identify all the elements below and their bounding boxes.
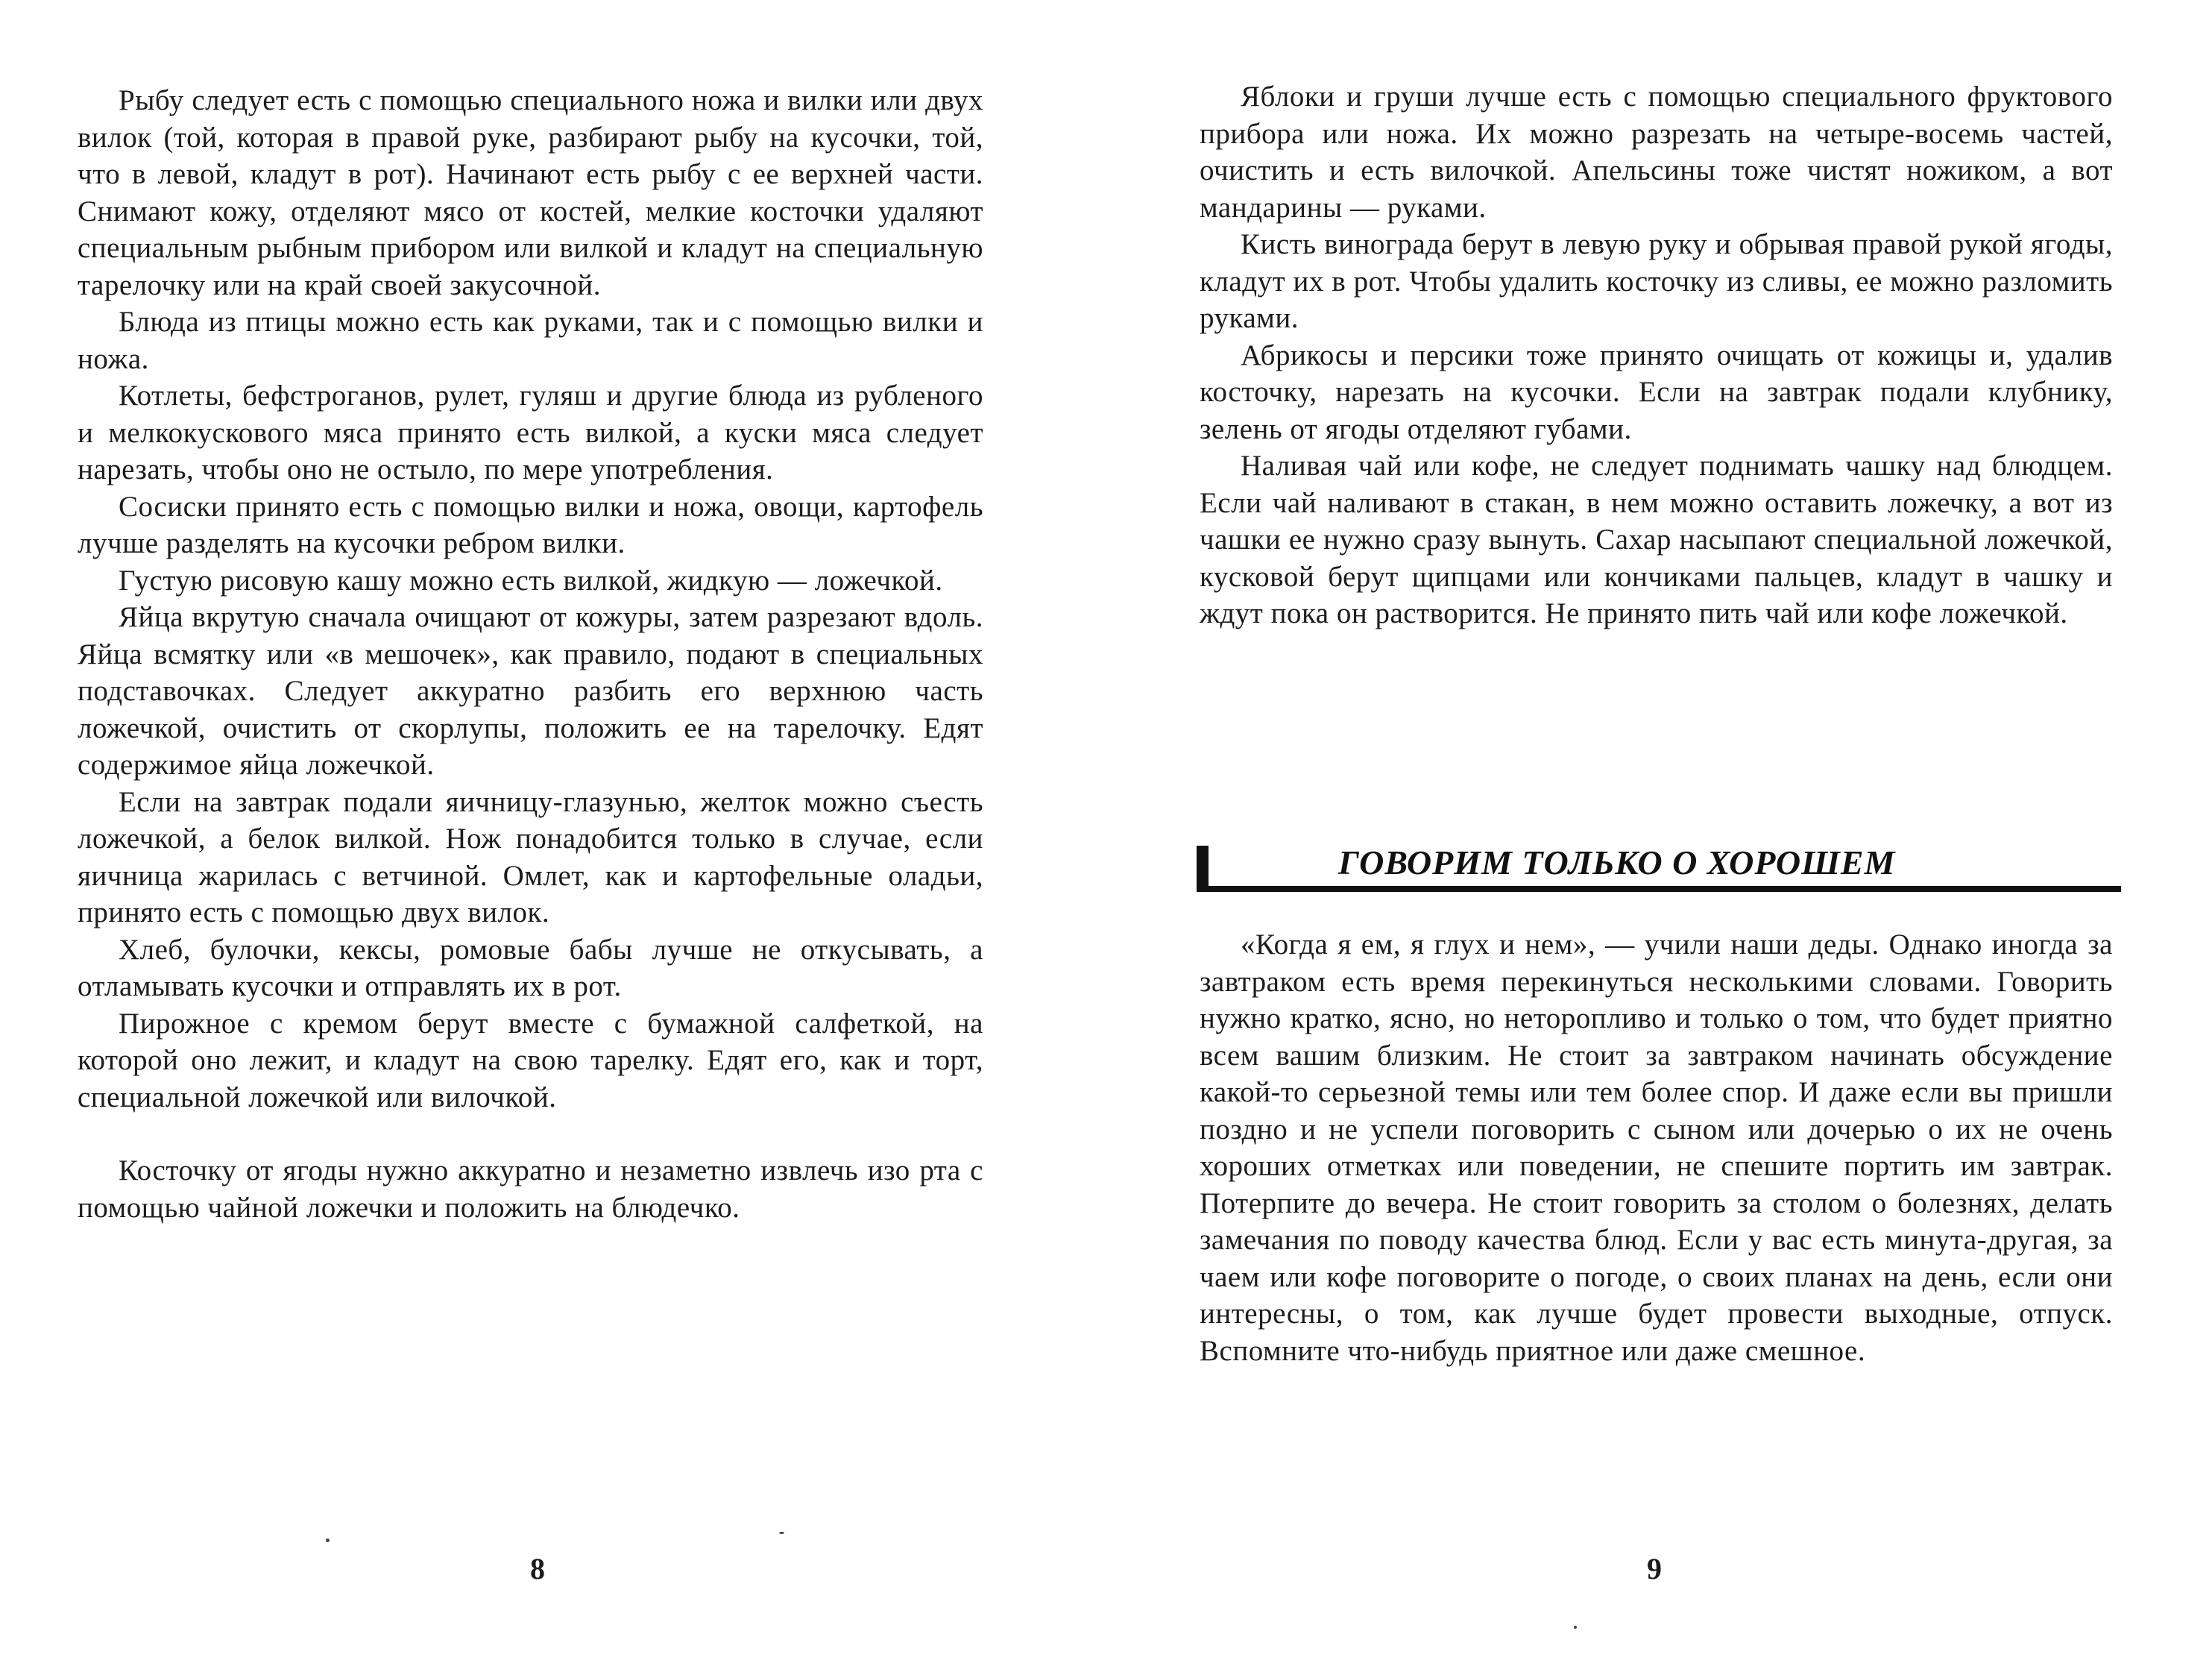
scan-speck	[326, 1538, 330, 1542]
section-heading	[1197, 841, 2121, 895]
right-page	[1106, 0, 2212, 1669]
paragraph-grapes: Кисть винограда берут в левую руку и обрывая правой рукой ягоды, кладут их в рот. Чтобы удалить косточку из сливы, ее можно разломить руками.	[1200, 228, 2113, 334]
paragraph-apples: Яблоки и груши лучше есть с помощью специального фруктового прибора или ножа. Их можно разрезать на четыре-восемь частей, очистить и есть вилочкой. Апельсины тоже чистят ножиком, а вот мандарины — руками.	[1200, 81, 2113, 224]
scan-speck	[1574, 1626, 1577, 1629]
paragraph-eggs: Яйца вкрутую сначала очищают от кожуры, затем разрезают вдоль. Яйца всмятку или «в мешочек», как правило, подают в специальных подставочках. Следует аккуратно разбить его верхнюю часть ложечкой, очистить от скорлупы, положить ее на тарелочку. Едят содержимое яйца ложечкой.	[78, 601, 983, 781]
paragraph-fried-eggs: Если на завтрак подали яичницу-глазунью, желток можно съесть ложечкой, а белок вилкой. Нож понадобится только в случае, если яичница жарилась с ветчиной. Омлет, как и картофельные оладьи, принято есть с помощью двух вилок.	[78, 785, 983, 928]
left-page-text	[78, 82, 983, 1226]
paragraph-conversation: «Когда я ем, я глух и нем», — учили наши деды. Однако иногда за завтраком есть время перекинуться несколькими словами. Говорить нужно кратко, ясно, но неторопливо и только о том, что будет приятно всем вашим близким. Не стоит за завтраком начинать обсуждение какой-то серьезной темы или тем более спор. И даже если вы пришли поздно и не успели поговорить с сыном или дочерью о их не очень хороших отметках или поведении, не спешите портить им завтрак. Потерпите до вечера. Не стоит говорить за столом о болезнях, делать замечания по поводу качества блюд. Если у вас есть минута-другая, за чаем или кофе поговорите о погоде, о своих планах на день, если они интересны, о том, как лучше будет провести выходные, отпуск. Вспомните что-нибудь приятное или даже смешное.	[1200, 928, 2113, 1367]
heading-underline	[1209, 886, 2121, 892]
right-page-text-top	[1200, 78, 2113, 632]
paragraph-poultry: Блюда из птицы можно есть как руками, так и с помощью вилки и ножа.	[78, 306, 983, 375]
right-page-text-bottom	[1200, 926, 2113, 1369]
paragraph-cutlets: Котлеты, бефстроганов, рулет, гуляш и другие блюда из рубленого и мелкокускового мяса принято есть вилкой, а куски мяса следует нарезать, чтобы оно не остыло, по мере употребления.	[78, 380, 983, 485]
page-number-left: 8	[530, 1552, 545, 1585]
paragraph-apricots: Абрикосы и персики тоже принято очищать от кожицы и, удалив косточку, нарезать на кусочки. Если на завтрак подали клубнику, зелень от ягоды отделяют губами.	[1200, 339, 2113, 445]
paragraph-porridge: Густую рисовую кашу можно есть вилкой, жидкую — ложечкой.	[119, 564, 943, 597]
heading-marker-bar	[1197, 846, 1209, 892]
paragraph-sausages: Сосиски принято есть с помощью вилки и ножа, овощи, картофель лучше разделять на кусочки ребром вилки.	[78, 490, 983, 559]
section-title: ГОВОРИМ ТОЛЬКО О ХОРОШЕМ	[1338, 843, 1896, 881]
paragraph-pastry: Пирожное с кремом берут вместе с бумажной салфеткой, на которой оно лежит, и кладут на свою тарелку. Едят его, как и торт, специальной ложечкой или вилочкой.	[78, 1007, 983, 1113]
paragraph-tea: Наливая чай или кофе, не следует поднимать чашку над блюдцем. Если чай наливают в стакан, в нем можно оставить ложечку, а вот из чашки ее нужно сразу вынуть. Сахар насыпают специальной ложечкой, кусковой берут щипцами или кончиками пальцев, кладут в чашку и ждут пока он растворится. Не принято пить чай или кофе ложечкой.	[1200, 450, 2113, 629]
scan-speck	[779, 1532, 784, 1534]
paragraph-bread: Хлеб, булочки, кексы, ромовые бабы лучше не откусывать, а отламывать кусочки и отправлять их в рот.	[78, 933, 983, 1002]
paragraph-fish: Рыбу следует есть с помощью специального ножа и вилки или двух вилок (той, которая в правой руке, разбирают рыбу на кусочки, той, что в левой, кладут в рот). Начинают есть рыбу с ее верхней части. Снимают кожу, отделяют мясо от костей, мелкие косточки удаляют специальным рыбным прибором или вилкой и кладут на специальную тарелочку или на край своей закусочной.	[78, 84, 983, 301]
page-number-right: 9	[1647, 1552, 1662, 1585]
paragraph-pit: Косточку от ягоды нужно аккуратно и незаметно извлечь изо рта с помощью чайной ложечки и положить на блюдечко.	[78, 1154, 983, 1224]
